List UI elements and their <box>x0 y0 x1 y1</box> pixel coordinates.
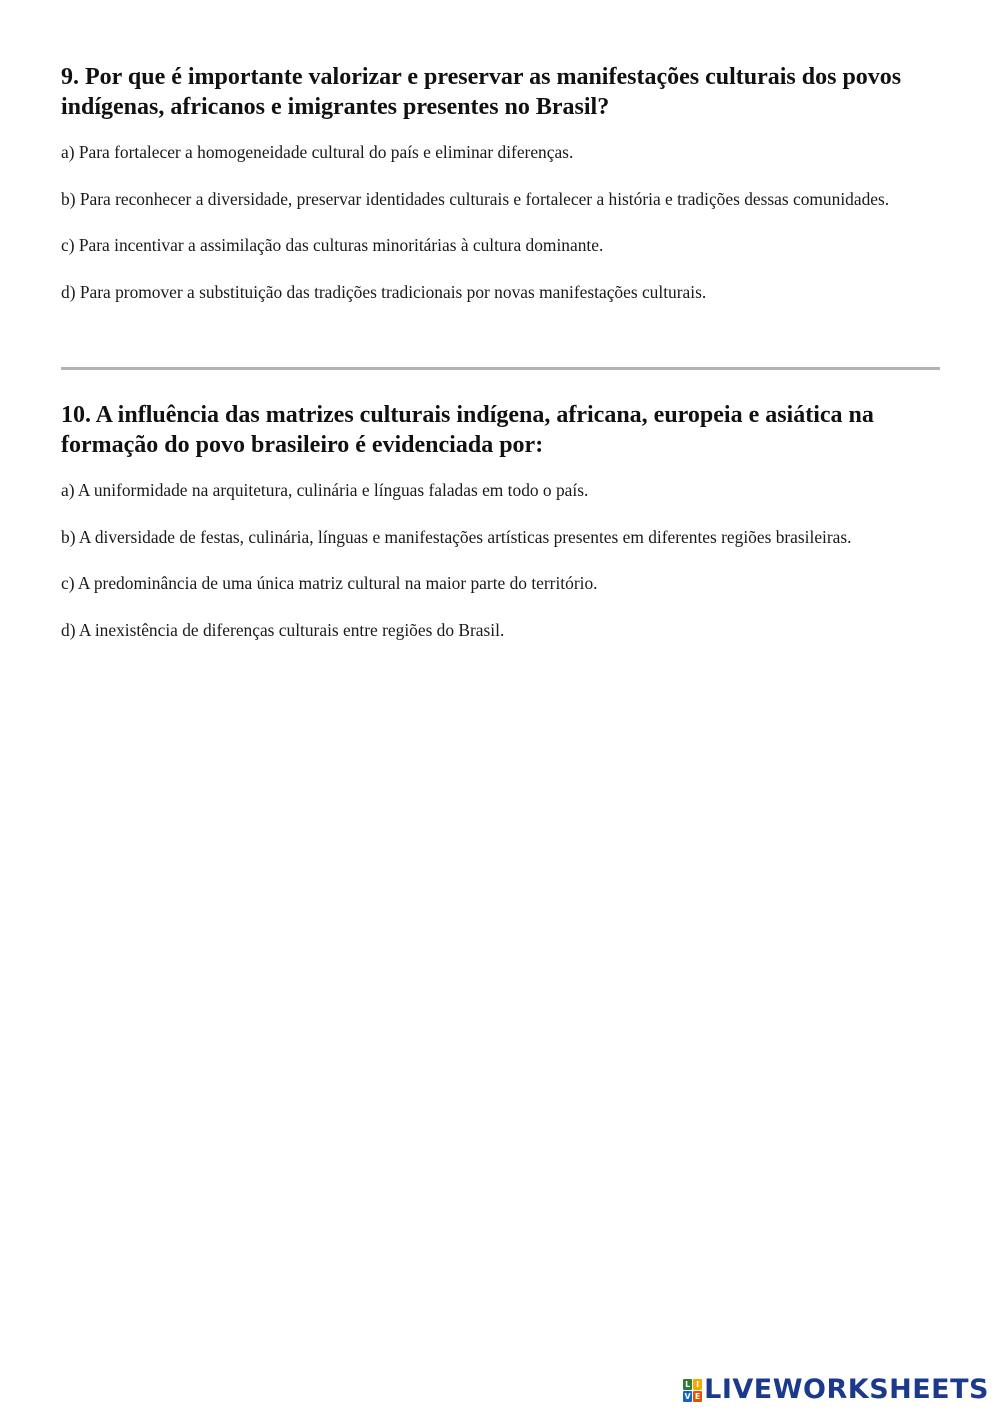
question-title: 9. Por que é importante valorizar e preservar as manifestações culturais dos povos indígenas, africanos e imigrantes presentes no Brasil? <box>61 64 902 120</box>
section-divider <box>61 367 940 370</box>
question-10 <box>61 400 940 665</box>
logo-tile: I <box>693 1379 702 1390</box>
answer-options <box>61 479 940 642</box>
answer-option-d: d) Para promover a substituição das tradições tradicionais por novas manifestações culturais. <box>61 281 707 302</box>
answer-option-b: b) A diversidade de festas, culinária, línguas e manifestações artísticas presentes em diferentes regiões brasileiras. <box>61 526 852 547</box>
answer-option-c: c) Para incentivar a assimilação das culturas minoritárias à cultura dominante. <box>61 235 604 255</box>
logo-mark-icon <box>683 1379 702 1402</box>
liveworksheets-logo <box>683 1373 989 1407</box>
answer-option-d: d) A inexistência de diferenças culturais entre regiões do Brasil. <box>61 619 505 640</box>
answer-option-c: c) A predominância de uma única matriz cultural na maior parte do território. <box>61 573 598 593</box>
question-title: 10. A influência das matrizes culturais indígena, africana, europeia e asiática na formação do povo brasileiro é evidenciada por: <box>61 402 874 458</box>
answer-option-a: a) A uniformidade na arquitetura, culinária e línguas faladas em todo o país. <box>61 480 589 500</box>
answer-options <box>61 141 940 304</box>
logo-tile: V <box>684 1391 691 1401</box>
logo-wordmark: LIVEWORKSHEETS <box>704 1374 989 1405</box>
answer-option-b: b) Para reconhecer a diversidade, preservar identidades culturais e fortalecer a história e tradições dessas comunidades. <box>61 188 890 209</box>
logo-tile: L <box>685 1379 691 1389</box>
answer-option-a: a) Para fortalecer a homogeneidade cultural do país e eliminar diferenças. <box>61 142 574 162</box>
question-9 <box>61 62 940 327</box>
logo-tile: E <box>694 1391 701 1401</box>
